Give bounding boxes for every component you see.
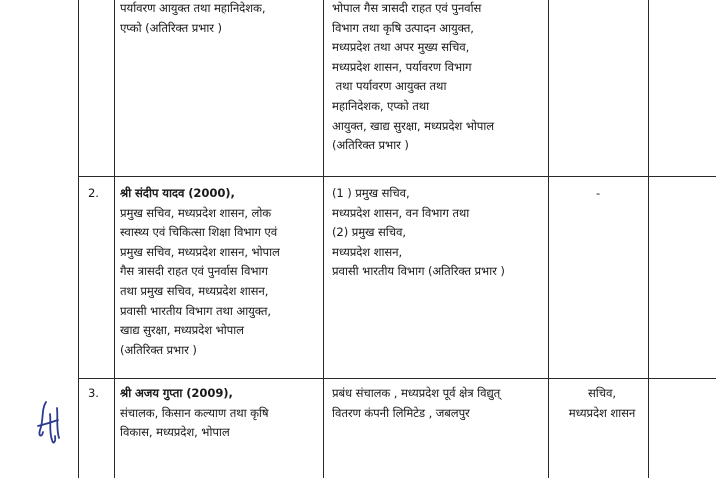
row-divider-2 <box>78 378 716 379</box>
row2-serial: 2. <box>88 186 99 200</box>
table-divider-col2 <box>323 0 324 478</box>
row2-designation-line: प्रमुख सचिव, मध्यप्रदेश शासन, लोक <box>120 205 272 220</box>
row1-posting-line: (अतिरिक्त प्रभार ) <box>332 138 409 153</box>
row1-posting-line: तथा पर्यावरण आयुक्त तथा <box>332 79 447 94</box>
row2-designation-line: (अतिरिक्त प्रभार ) <box>120 342 197 357</box>
row2-designation-line: खाद्य सुरक्षा, मध्यप्रदेश भोपाल <box>120 323 244 338</box>
row3-officer-name: श्री अजय गुप्ता (2009), <box>120 386 233 400</box>
row2-posting-line: (1 ) प्रमुख सचिव, <box>332 186 410 200</box>
row2-posting-line: मध्यप्रदेश शासन, वन विभाग तथा <box>332 205 470 220</box>
row2-new-posting-cell <box>332 184 505 282</box>
row2-designation-line: स्वास्थ्य एवं चिकित्सा शिक्षा विभाग एवं <box>120 225 278 240</box>
row2-designation-line: प्रवासी भारतीय विभाग तथा आयुक्त, <box>120 303 271 318</box>
row3-remarks-cell <box>552 384 652 423</box>
row2-designation-line: प्रमुख सचिव, मध्यप्रदेश शासन, भोपाल <box>120 244 280 259</box>
row2-officer-cell <box>120 184 280 360</box>
row3-designation-line: संचालक, किसान कल्याण तथा कृषि <box>120 405 269 420</box>
row1-designation-line: एप्को (अतिरिक्त प्रभार ) <box>120 20 222 35</box>
row2-designation-line: तथा प्रमुख सचिव, मध्यप्रदेश शासन, <box>120 283 269 298</box>
row3-serial: 3. <box>88 386 99 400</box>
row3-remarks-line: मध्यप्रदेश शासन <box>568 405 636 420</box>
row1-posting-line: आयुक्त, खाद्य सुरक्षा, मध्यप्रदेश भोपाल <box>332 118 495 133</box>
row2-designation-line: गैस त्रासदी राहत एवं पुनर्वास विभाग <box>120 264 268 279</box>
table-divider-col1 <box>114 0 115 478</box>
row1-new-posting-cell <box>332 0 494 156</box>
row3-new-posting-cell <box>332 384 500 423</box>
row1-designation-cell <box>120 0 265 38</box>
row2-posting-line: (2) प्रमुख सचिव, <box>332 225 406 240</box>
row1-posting-line: मध्यप्रदेश शासन, पर्यावरण विभाग <box>332 59 472 74</box>
row2-officer-name: श्री संदीप यादव (2000), <box>120 186 235 200</box>
row3-officer-cell <box>120 384 269 443</box>
row1-posting-line: विभाग तथा कृषि उत्पादन आयुक्त, <box>332 20 474 35</box>
row2-remarks: - <box>595 186 601 200</box>
row3-posting-line: प्रबंध संचालक , मध्यप्रदेश पूर्व क्षेत्र विद्युत् <box>332 386 501 400</box>
row2-posting-line: मध्यप्रदेश शासन, <box>332 244 403 259</box>
row1-posting-line: महानिदेशक, एप्को तथा <box>332 98 430 113</box>
row2-posting-line: प्रवासी भारतीय विभाग (अतिरिक्त प्रभार ) <box>332 264 505 279</box>
row3-designation-line: विकास, मध्यप्रदेश, भोपाल <box>120 425 230 440</box>
row3-posting-line: वितरण कंपनी लिमिटेड , जबलपुर <box>332 405 470 420</box>
table-divider-col3 <box>548 0 549 478</box>
row-divider-1 <box>78 176 716 177</box>
table-border-left <box>78 0 79 478</box>
row3-remarks-line: सचिव, <box>588 386 616 400</box>
handwritten-signature <box>32 398 66 456</box>
row1-posting-line: मध्यप्रदेश तथा अपर मुख्य सचिव, <box>332 40 470 55</box>
row1-posting-line: भोपाल गैस त्रासदी राहत एवं पुनर्वास <box>332 1 482 15</box>
row1-designation-line: पर्यावरण आयुक्त तथा महानिदेशक, <box>120 1 266 15</box>
